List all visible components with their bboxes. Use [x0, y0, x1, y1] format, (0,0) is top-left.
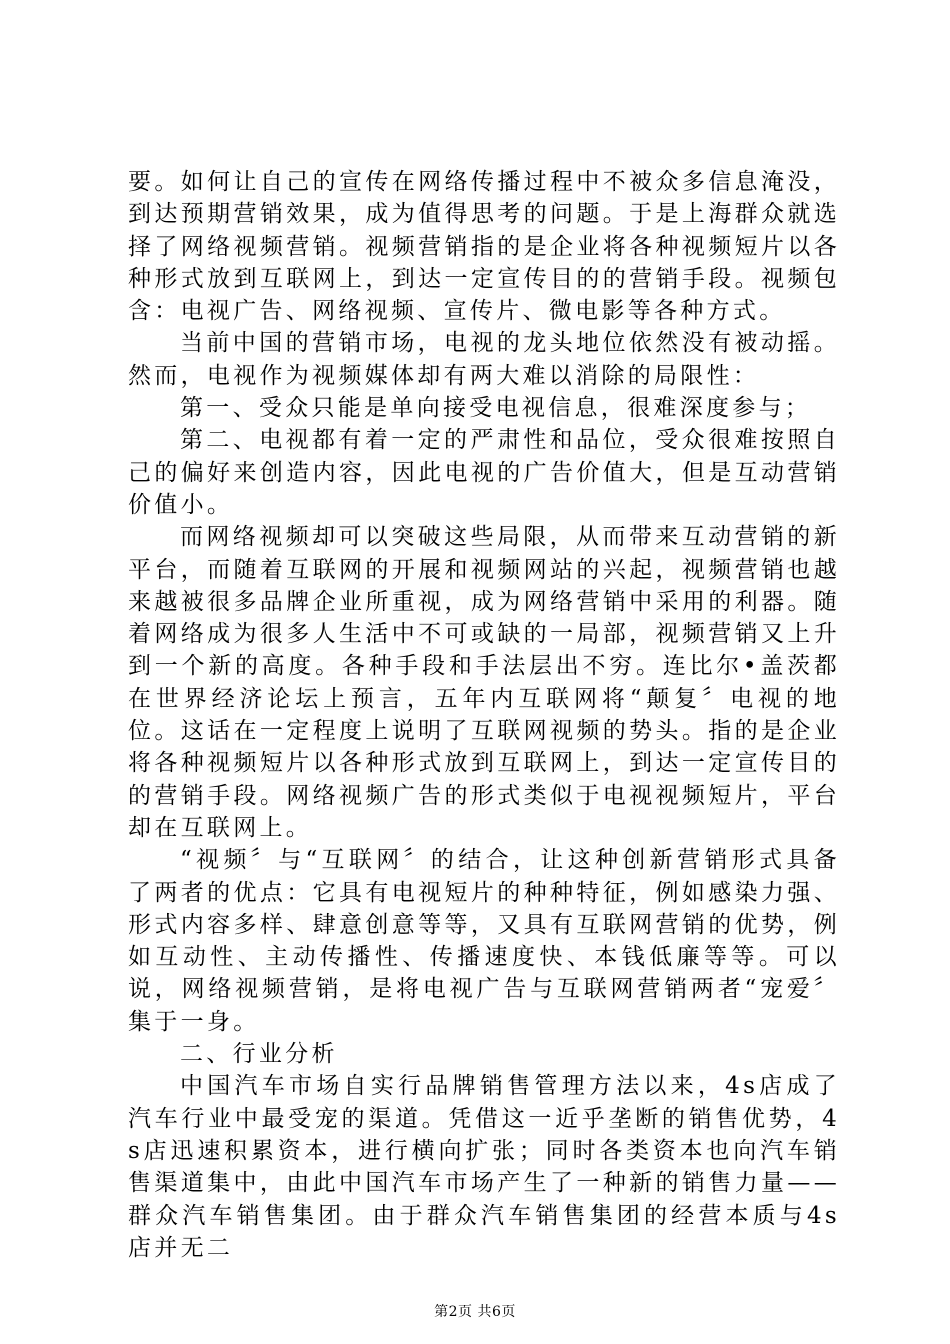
paragraph-3: 第一、受众只能是单向接受电视信息，很难深度参与；: [180, 395, 812, 422]
page-number-footer: 第2页 共6页: [434, 1304, 516, 1320]
section-heading: 二、行业分析: [180, 1041, 338, 1068]
paragraph-7: 中国汽车市场自实行品牌销售管理方法以来，4s店成了汽车行业中最受宠的渠道。凭借这一近乎垄断的销售优势，4s店迅速积累资本，进行横向扩张；同时各类资本也向汽车销售渠道集中，由此中国汽车市场产生了一种新的销售力量——群众汽车销售集团。由于群众汽车销售集团的经营本质与4s店并无二: [128, 1073, 840, 1261]
paragraph-2: 当前中国的营销市场，电视的龙头地位依然没有被动摇。然而，电视作为视频媒体却有两大难以消除的局限性：: [128, 330, 840, 389]
document-body: [128, 166, 840, 1264]
paragraph-5: 而网络视频却可以突破这些局限，从而带来互动营销的新平台，而随着互联网的开展和视频网站的兴起，视频营销也越来越被很多品牌企业所重视，成为网络营销中采用的利器。随着网络成为很多人生活中不可或缺的一局部，视频营销又上升到一个新的高度。各种手段和手法层出不穷。连比尔•盖茨都在世界经济论坛上预言，五年内互联网将“颠复〞电视的地位。这话在一定程度上说明了互联网视频的势头。指的是企业将各种视频短片以各种形式放到互联网上，到达一定宣传目的的营销手段。网络视频广告的形式类似于电视视频短片，平台却在互联网上。: [128, 524, 840, 841]
paragraph-6: “视频〞与“互联网〞的结合，让这种创新营销形式具备了两者的优点：它具有电视短片的种种特征，例如感染力强、形式内容多样、肆意创意等等，又具有互联网营销的优势，例如互动性、主动传播性、传播速度快、本钱低廉等等。可以说，网络视频营销，是将电视广告与互联网营销两者“宠爱〞集于一身。: [128, 847, 840, 1035]
paragraph-4: 第二、电视都有着一定的严肃性和品位，受众很难按照自己的偏好来创造内容，因此电视的广告价值大，但是互动营销价值小。: [128, 427, 840, 518]
paragraph-1: 要。如何让自己的宣传在网络传播过程中不被众多信息淹没，到达预期营销效果，成为值得思考的问题。于是上海群众就选择了网络视频营销。视频营销指的是企业将各种视频短片以各种形式放到互联网上，到达一定宣传目的的营销手段。视频包含：电视广告、网络视频、宣传片、微电影等各种方式。: [128, 169, 840, 325]
